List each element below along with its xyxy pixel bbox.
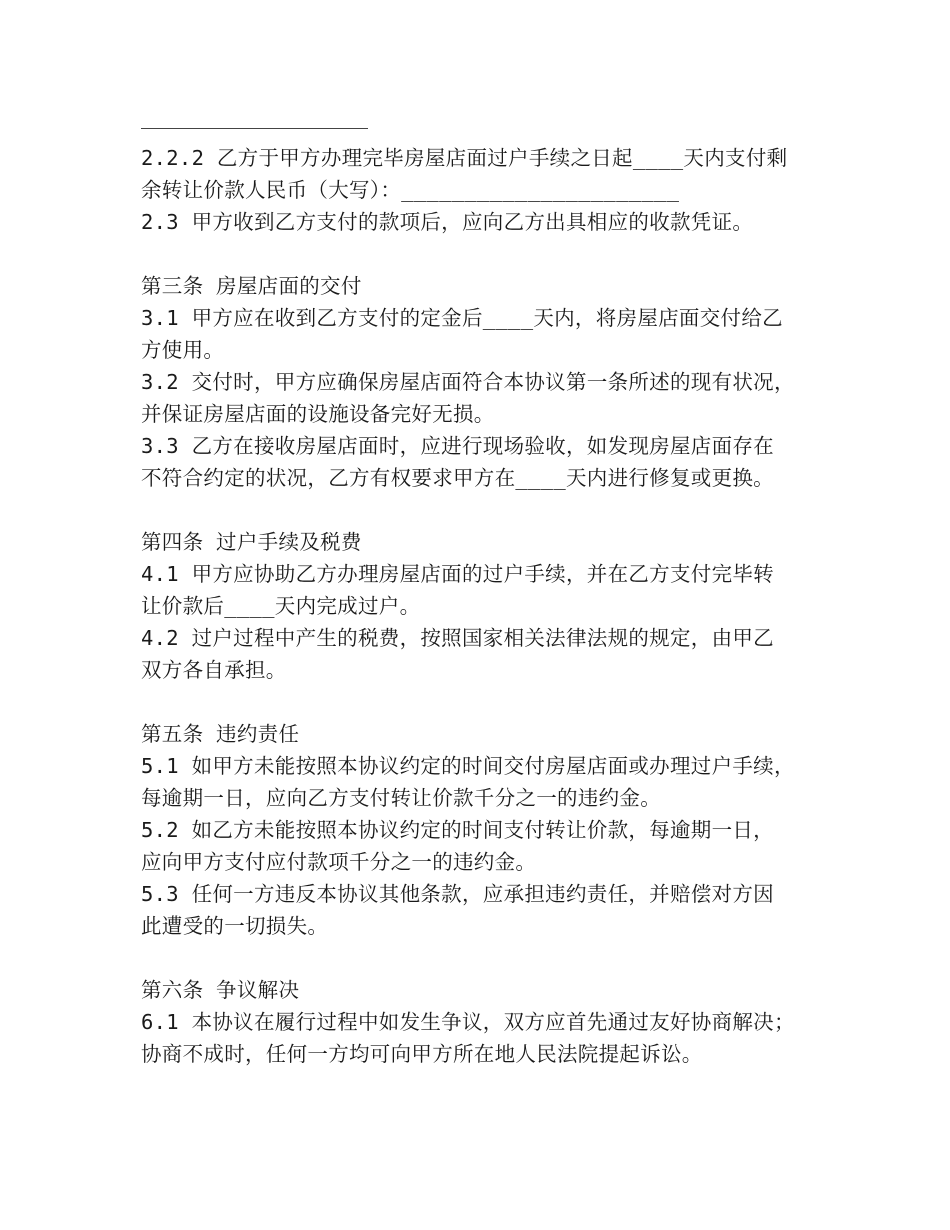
text-line: 5.1 如甲方未能按照本协议约定的时间交付房屋店面或办理过户手续，: [141, 754, 795, 778]
text-line: 5.3 任何一方违反本协议其他条款，应承担违约责任，并赔偿对方因: [141, 882, 774, 906]
text-line: 此遭受的一切损失。: [141, 914, 329, 938]
section-heading: 第三条 房屋店面的交付: [141, 274, 362, 298]
text-line: 让价款后____天内完成过户。: [141, 594, 421, 618]
section-heading: 第五条 违约责任: [141, 722, 300, 746]
top-rule: [141, 128, 368, 129]
text-line: 并保证房屋店面的设施设备完好无损。: [141, 402, 495, 426]
text-line: 2.3 甲方收到乙方支付的款项后，应向乙方出具相应的收款凭证。: [141, 210, 754, 234]
text-line: 方使用。: [141, 338, 225, 362]
text-line: 6.1 本协议在履行过程中如发生争议，双方应首先通过友好协商解决；: [141, 1010, 795, 1034]
text-line: 4.2 过户过程中产生的税费，按照国家相关法律法规的规定，由甲乙: [141, 626, 774, 650]
text-line: 每逾期一日，应向乙方支付转让价款千分之一的违约金。: [141, 786, 661, 810]
text-line: 余转让价款人民币（大写）：______________________: [141, 178, 680, 202]
text-line: 双方各自承担。: [141, 658, 287, 682]
text-line: 3.1 甲方应在收到乙方支付的定金后____天内，将房屋店面交付给乙: [141, 306, 783, 330]
text-line: 3.3 乙方在接收房屋店面时，应进行现场验收，如发现房屋店面存在: [141, 434, 774, 458]
text-line: 不符合约定的状况，乙方有权要求甲方在____天内进行修复或更换。: [141, 466, 774, 490]
text-line: 应向甲方支付应付款项千分之一的违约金。: [141, 850, 537, 874]
text-line: 2.2.2 乙方于甲方办理完毕房屋店面过户手续之日起____天内支付剩: [141, 146, 788, 170]
text-line: 4.1 甲方应协助乙方办理房屋店面的过户手续，并在乙方支付完毕转: [141, 562, 774, 586]
section-heading: 第六条 争议解决: [141, 978, 300, 1002]
text-line: 3.2 交付时，甲方应确保房屋店面符合本协议第一条所述的现有状况，: [141, 370, 795, 394]
section-heading: 第四条 过户手续及税费: [141, 530, 362, 554]
text-line: 协商不成时，任何一方均可向甲方所在地人民法院提起诉讼。: [141, 1042, 703, 1066]
text-line: 5.2 如乙方未能按照本协议约定的时间支付转让价款，每逾期一日，: [141, 818, 774, 842]
